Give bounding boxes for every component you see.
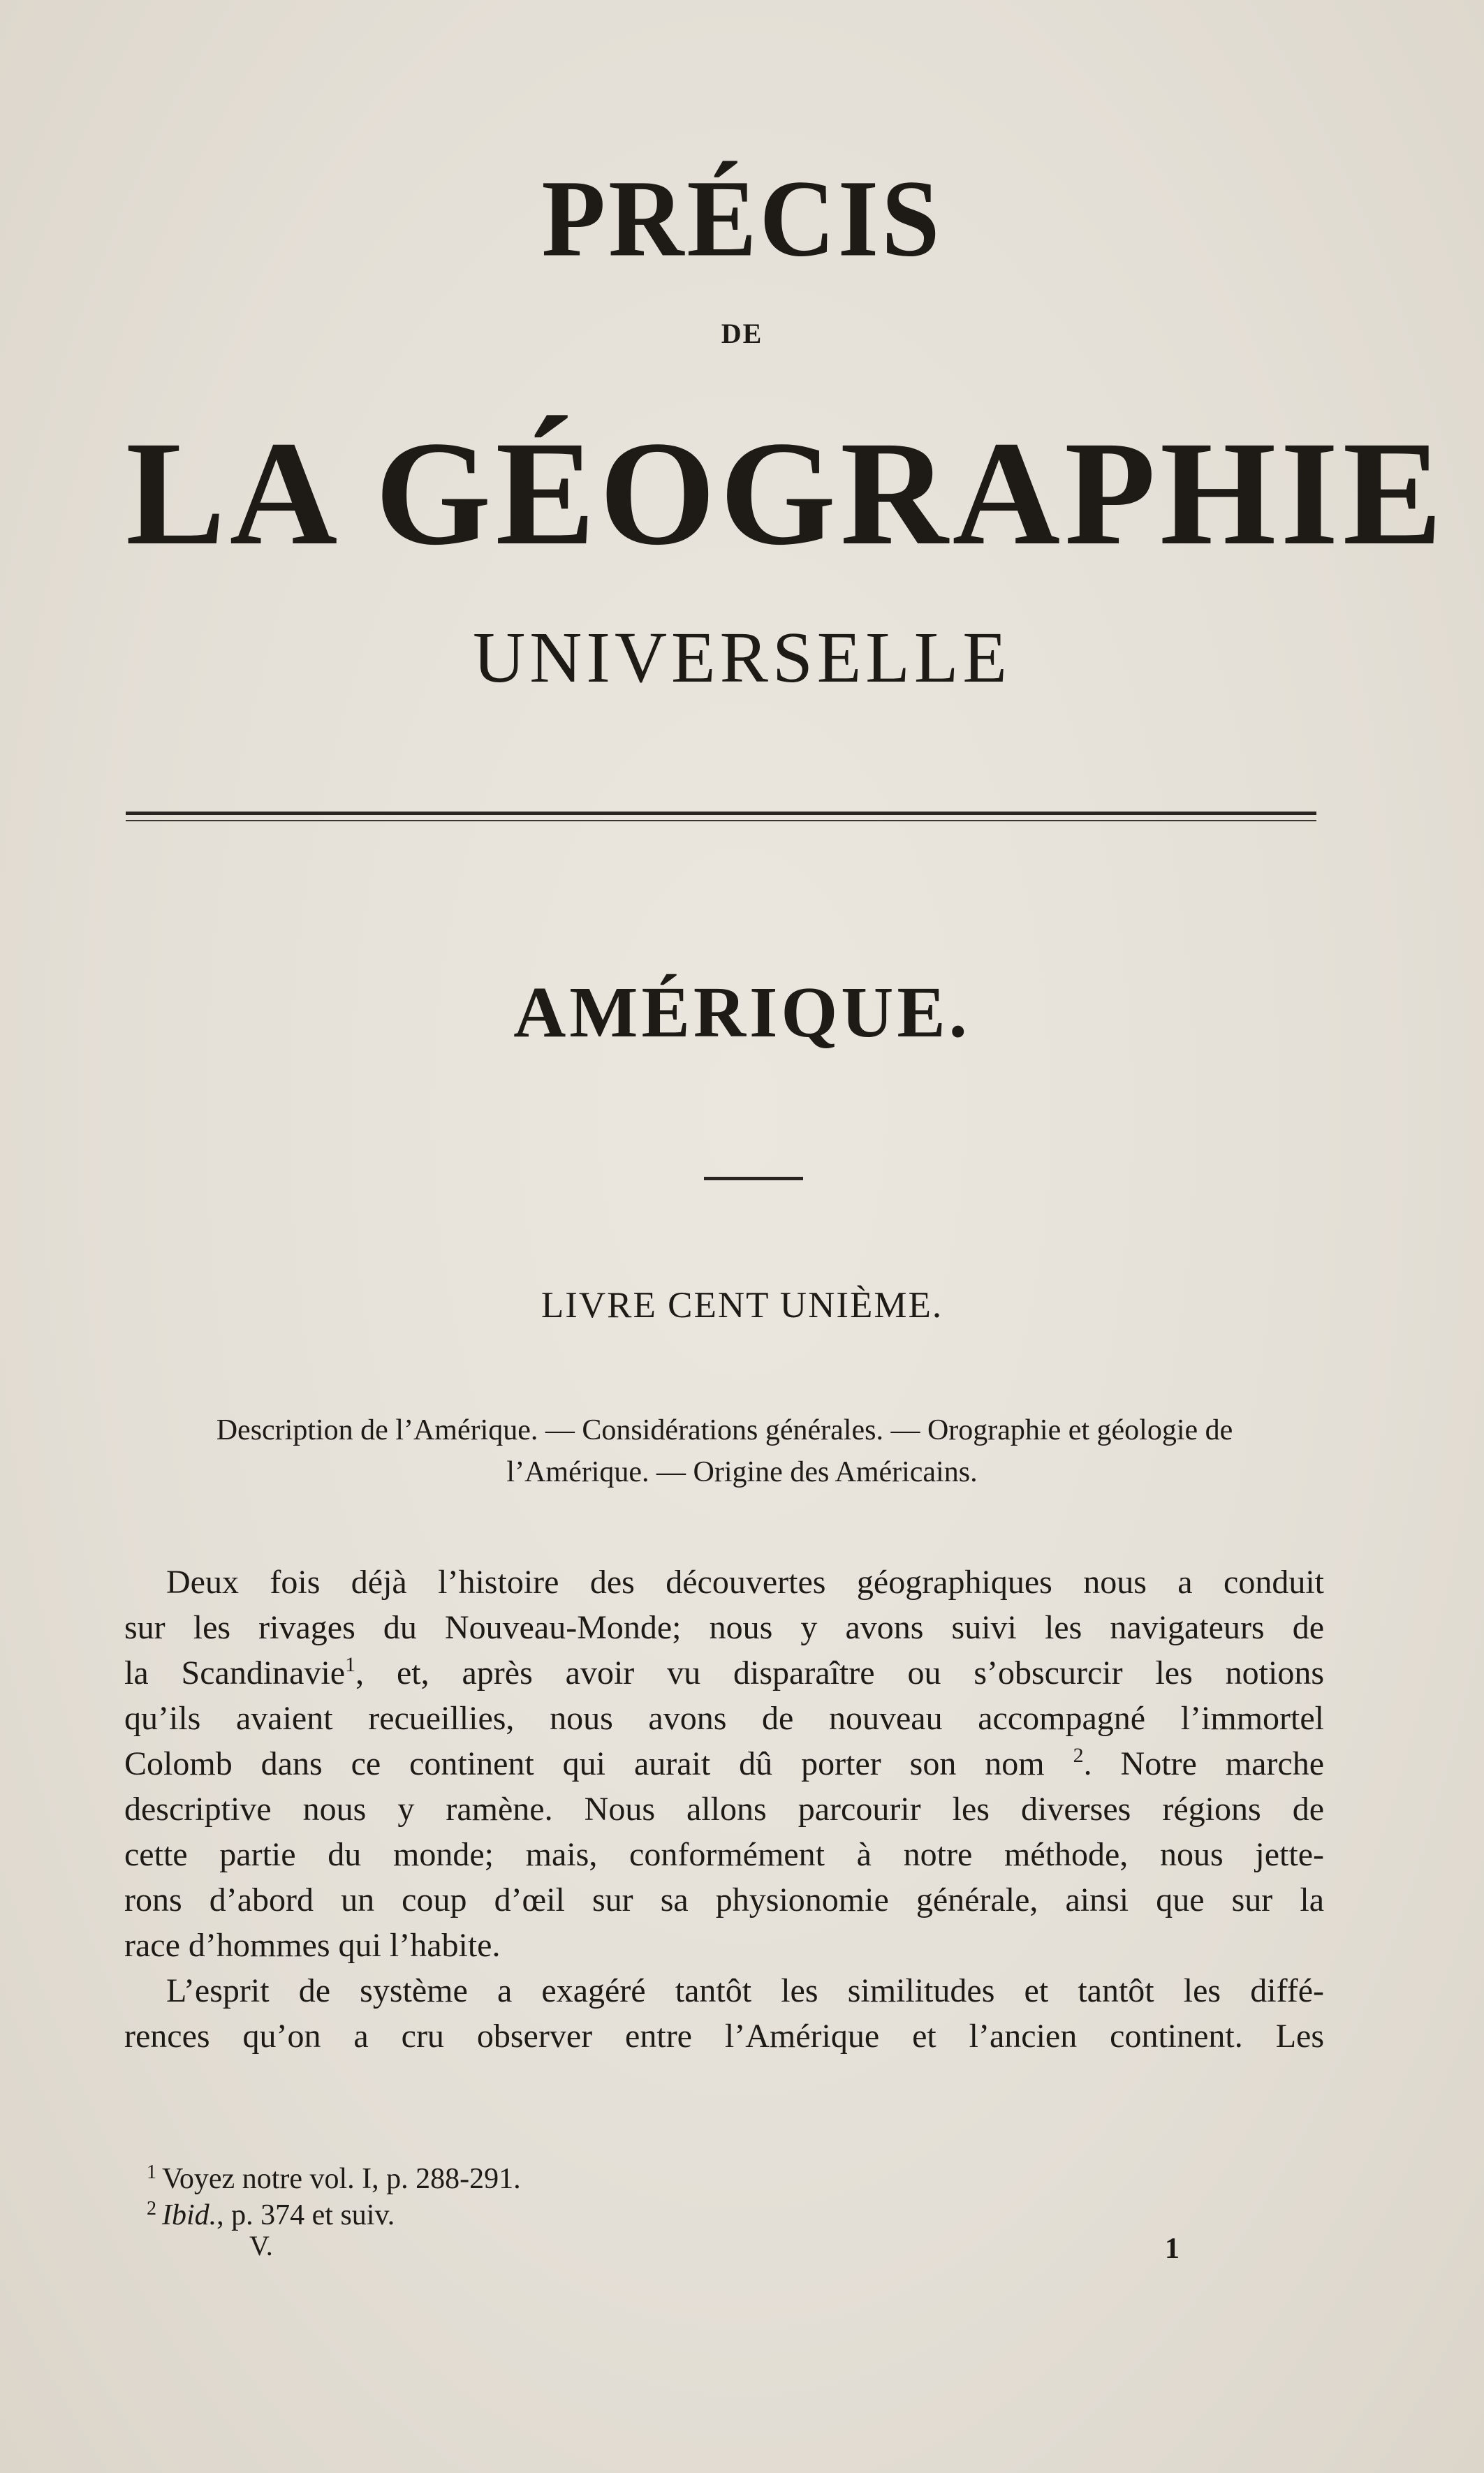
summary-line-1: Description de l’Amérique. — Considérations générales. — Orographie et géologie de <box>216 1414 1233 1446</box>
body-line: sur les rivages du Nouveau-Monde; nous y avons suivi les navigateurs de <box>124 1609 1324 1646</box>
body-text-fragment: . Notre marche <box>1083 1745 1325 1782</box>
footnote-text: Voyez notre vol. I, p. 288-291. <box>162 2163 521 2195</box>
body-line: Deux fois déjà l’histoire des découvertes géographiques nous a conduit <box>166 1564 1324 1601</box>
title-precis: PRÉCIS <box>541 157 943 280</box>
body-line: rences qu’on a cru observer entre l’Amérique et l’ancien continent. Les <box>124 2018 1324 2055</box>
page-number: 1 <box>1165 2233 1180 2265</box>
body-line: qu’ils avaient recueillies, nous avons de nouveau accompagné l’immortel <box>124 1700 1324 1737</box>
footnote-ref-1: 1 <box>345 1653 356 1676</box>
section-title: AMÉRIQUE. <box>513 972 971 1052</box>
body-line <box>124 1650 1324 1696</box>
body-line: rons d’abord un coup d’œil sur sa physionomie générale, ainsi que sur la <box>124 1881 1324 1918</box>
double-rule-divider <box>126 812 1316 821</box>
footnotes <box>147 2161 775 2233</box>
book-title: LIVRE CENT UNIÈME. <box>541 1285 943 1326</box>
body-line <box>124 1741 1324 1786</box>
body-line: cette partie du monde; mais, conformément à notre méthode, nous jette- <box>124 1836 1324 1873</box>
signature-mark: V. <box>249 2230 273 2261</box>
body-text-fragment: , et, après avoir vu disparaître ou s’obscurcir les notions <box>355 1654 1324 1692</box>
footnote-ibid: Ibid. <box>162 2199 217 2231</box>
summary-line-2: l’Amérique. — Origine des Américains. <box>506 1456 978 1488</box>
title-de: DE <box>721 318 763 349</box>
body-text <box>124 1560 1324 2059</box>
short-rule-divider <box>704 1177 803 1180</box>
footnote-text: , p. 374 et suiv. <box>216 2199 395 2231</box>
footnote-marker: 1 <box>147 2162 156 2183</box>
title-main: LA GÉOGRAPHIE <box>126 411 1447 576</box>
title-universelle: UNIVERSELLE <box>473 617 1011 698</box>
footnote-2 <box>147 2197 775 2233</box>
footnote-ref-2: 2 <box>1073 1744 1084 1767</box>
body-text-fragment: la Scandinavie <box>124 1654 346 1692</box>
footnote-1 <box>147 2161 775 2197</box>
body-line: L’esprit de système a exagéré tantôt les similitudes et tantôt les diffé- <box>166 1972 1324 2009</box>
body-line: descriptive nous y ramène. Nous allons parcourir les diverses régions de <box>124 1791 1324 1828</box>
footnote-marker: 2 <box>147 2198 156 2219</box>
body-line: race d’hommes qui l’habite. <box>124 1927 501 1964</box>
body-text-fragment: Colomb dans ce continent qui aurait dû porter son nom <box>124 1745 1045 1782</box>
